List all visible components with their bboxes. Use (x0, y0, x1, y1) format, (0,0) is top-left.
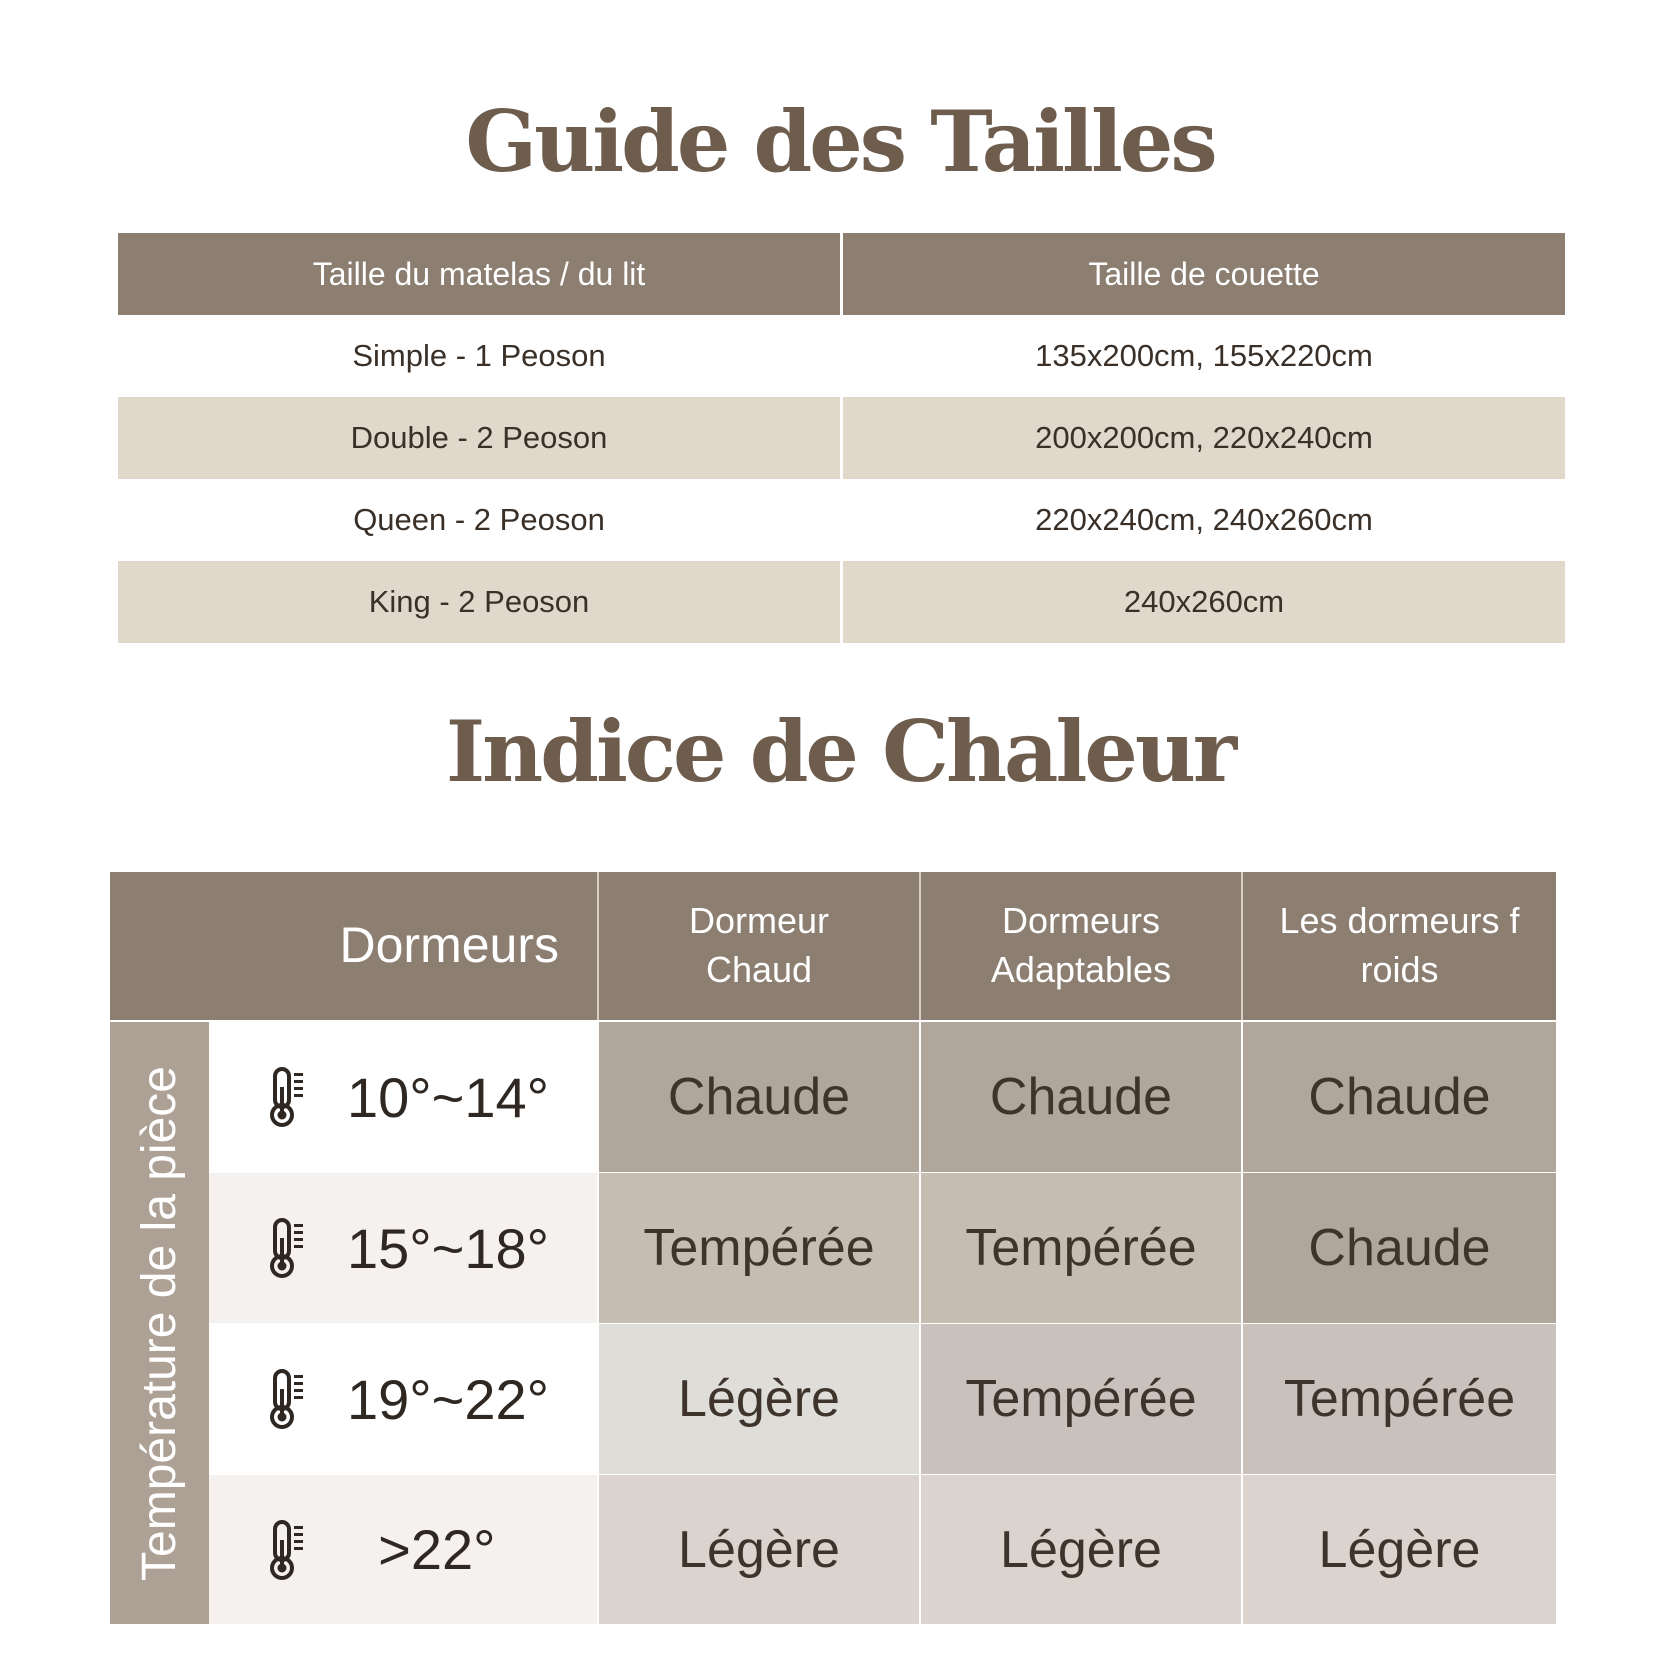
duvet-size-cell: 200x200cm, 220x240cm (840, 397, 1565, 479)
size-table (118, 233, 1565, 643)
table-row (118, 561, 1565, 643)
header-cold-sleepers: Les dormeurs f roids (1279, 900, 1520, 990)
table-row (118, 315, 1565, 397)
heat-table-header (110, 872, 1556, 1020)
warmth-cell: Chaude (599, 1022, 919, 1172)
table-row (209, 1022, 1556, 1172)
temperature-cell (209, 1324, 597, 1474)
header-duvet-size: Taille de couette (840, 233, 1565, 315)
temperature-range: >22° (347, 1518, 496, 1581)
thermometer-icon (267, 1367, 337, 1431)
warmth-cell: Chaude (1243, 1022, 1556, 1172)
header-bed-size: Taille du matelas / du lit (312, 255, 646, 292)
bed-size-cell: King - 2 Peoson (368, 584, 590, 619)
duvet-size-cell: 240x260cm (840, 561, 1565, 643)
table-row (118, 479, 1565, 561)
warmth-cell: Légère (599, 1324, 919, 1474)
warmth-cell: Tempérée (921, 1173, 1241, 1323)
temperature-cell (209, 1173, 597, 1323)
heat-index-title: Indice de Chaleur (445, 702, 1235, 801)
size-guide-title: Guide des Tailles (465, 92, 1215, 191)
temperature-range: 19°~22° (347, 1367, 550, 1431)
warmth-cell: Légère (599, 1475, 919, 1624)
warmth-cell: Tempérée (921, 1324, 1241, 1474)
thermometer-icon (267, 1518, 337, 1582)
bed-size-cell: Queen - 2 Peoson (353, 502, 605, 537)
thermometer-icon (267, 1216, 337, 1280)
warmth-cell: Chaude (921, 1022, 1241, 1172)
table-row (118, 397, 1565, 479)
heat-index-table (110, 872, 1556, 1624)
temperature-cell (209, 1022, 597, 1172)
duvet-size-cell: 135x200cm, 155x220cm (840, 315, 1565, 397)
header-hot-sleeper: Dormeur Chaud (688, 900, 830, 990)
warmth-cell: Chaude (1243, 1173, 1556, 1323)
table-row (209, 1173, 1556, 1323)
warmth-cell: Tempérée (599, 1173, 919, 1323)
temperature-range: 10°~14° (347, 1065, 550, 1129)
duvet-size-cell: 220x240cm, 240x260cm (840, 479, 1565, 561)
temperature-cell (209, 1475, 597, 1624)
header-adaptable-sleepers: Dormeurs Adaptables (990, 900, 1172, 990)
warmth-cell: Tempérée (1243, 1324, 1556, 1474)
warmth-cell: Légère (1243, 1475, 1556, 1624)
table-row (209, 1475, 1556, 1624)
room-temperature-label (110, 1022, 209, 1624)
table-row (209, 1324, 1556, 1474)
room-temperature-text: Température de la pièce (133, 1065, 186, 1581)
thermometer-icon (267, 1065, 337, 1129)
header-sleepers: Dormeurs (339, 917, 559, 974)
bed-size-cell: Double - 2 Peoson (350, 420, 608, 455)
bed-size-cell: Simple - 1 Peoson (352, 338, 606, 373)
warmth-cell: Légère (921, 1475, 1241, 1624)
size-table-header (118, 233, 1565, 315)
temperature-range: 15°~18° (347, 1216, 550, 1280)
